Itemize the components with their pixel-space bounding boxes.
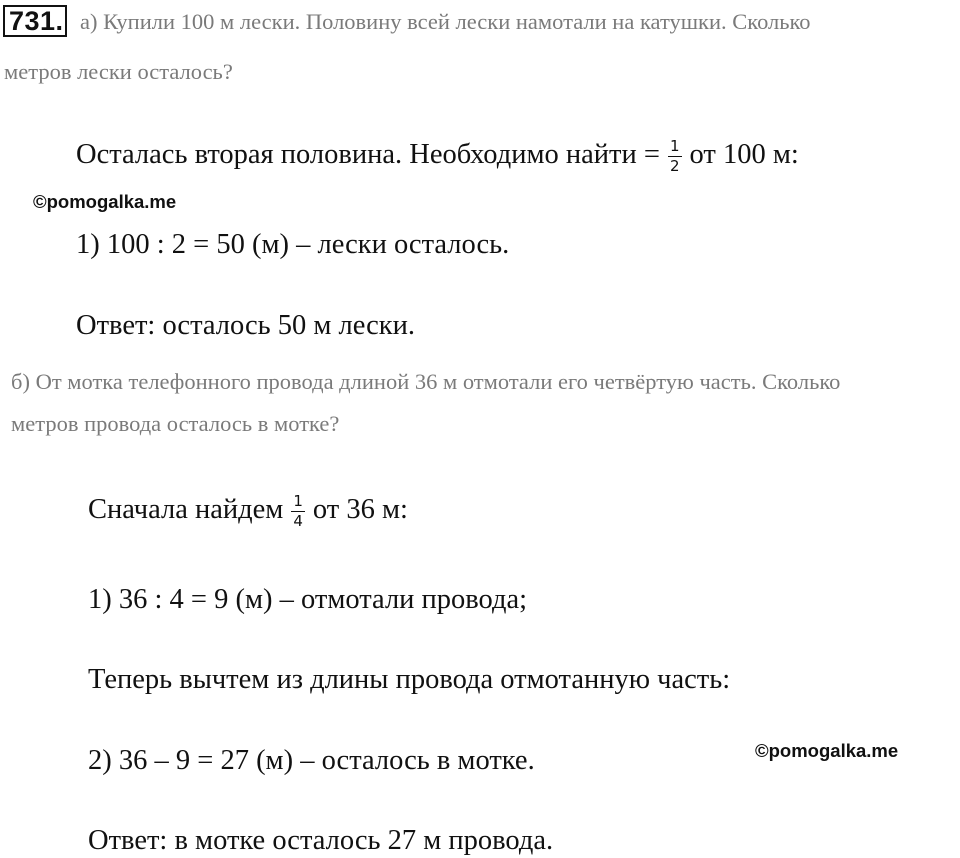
step-b-1: 1) 36 : 4 = 9 (м) – отмотали провода; xyxy=(88,584,528,615)
statement-b-suffix: от 36 м: xyxy=(312,494,408,526)
question-a-line2: метров лески осталось? xyxy=(4,59,233,84)
fraction-one-half xyxy=(668,138,682,175)
answer-a: Ответ: осталось 50 м лески. xyxy=(76,310,415,341)
middle-b: Теперь вычтем из длины провода отмотанную часть: xyxy=(88,664,731,695)
fraction-numerator: 1 xyxy=(293,492,303,510)
question-b-line1: б) От мотка телефонного провода длиной 36 м отмотали его четвёртую часть. Сколько xyxy=(11,369,841,394)
statement-a-prefix: Осталась вторая половина. Необходимо найти = xyxy=(76,139,660,171)
statement-b-prefix: Сначала найдем xyxy=(88,494,284,526)
fraction-denominator: 2 xyxy=(669,157,680,175)
fraction-denominator: 4 xyxy=(293,512,303,530)
answer-b: Ответ: в мотке осталось 27 м провода. xyxy=(88,825,554,856)
statement-a-suffix: от 100 м: xyxy=(689,139,799,171)
step-b-2: 2) 36 – 9 = 27 (м) – осталось в мотке. xyxy=(88,745,535,776)
step-a-1: 1) 100 : 2 = 50 (м) – лески осталось. xyxy=(76,229,510,260)
statement-b xyxy=(88,493,408,530)
statement-a xyxy=(76,138,799,175)
question-a-line1: а) Купили 100 м лески. Половину всей лески намотали на катушки. Сколько xyxy=(80,9,811,34)
task-number: 731. xyxy=(3,5,67,37)
watermark-top: ©pomogalka.me xyxy=(33,191,177,212)
watermark-bottom: ©pomogalka.me xyxy=(755,740,899,761)
fraction-numerator: 1 xyxy=(669,137,680,155)
question-b-line2: метров провода осталось в мотке? xyxy=(11,411,340,436)
fraction-one-quarter xyxy=(291,493,305,530)
